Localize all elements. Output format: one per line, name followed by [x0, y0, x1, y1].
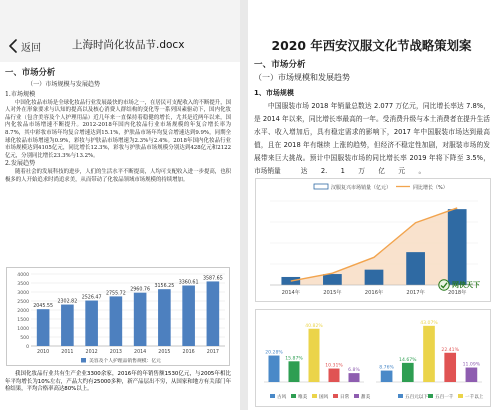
bar-value-label: 3156.25: [154, 284, 175, 290]
style-preference-chart: [255, 309, 491, 407]
legend-swatch: [291, 394, 296, 398]
bar: [269, 356, 280, 382]
y-tick-label: 0: [26, 344, 29, 350]
back-button[interactable]: [8, 36, 41, 56]
y-tick-label: 3000: [17, 290, 29, 296]
legend-label: 甜美: [361, 395, 371, 400]
paragraph-market-size: 中国服装市场 2018 年销量总数达 2.077 万亿元，同比增长率达 7.8%，是 2014 年以来，同比增长率最高的一年。受消费升级与本土消费者在提升生活水平、收入增加后，具有稳定需求的影响下，2017 年中国服装市场达到最高值，且在 2018 年有继续 上涨的趋势，但经济不稳定性加剧，对服装市场的发展带来巨大挑战。预计中国服装市场的同比增长率 2019 年将下降至 3.5%， 市场销量 达 2. 1 万 亿 元 。: [254, 102, 490, 175]
bar: [134, 293, 147, 346]
bar: [423, 326, 435, 382]
bar-value-label: 3360.61: [178, 280, 199, 286]
x-tick-label: 2011: [61, 350, 74, 355]
bar-value-label: 20.28%: [265, 350, 283, 356]
bar: [207, 281, 220, 346]
x-tick-label: 2016年: [364, 290, 384, 296]
bar: [402, 363, 414, 382]
bar: [323, 274, 342, 285]
bar-value-label: 2526.47: [81, 295, 102, 301]
paragraph-trend: 随着社会的发展科技的进步，人们的生活水平不断提高，人均可支配收入进一步提高，也积极多的人开始追求时尚追求美，从而带动了化妆品领域市场规模的持续增加。: [5, 168, 231, 183]
bar-value-label: 10.31%: [325, 363, 343, 369]
bar: [289, 361, 300, 382]
x-tick-label: 2013: [109, 350, 122, 355]
legend-swatch: [312, 394, 317, 398]
bar: [182, 286, 195, 346]
y-tick-label: 4000: [17, 272, 29, 278]
left-document-body: [5, 66, 231, 184]
x-tick-label: 2015: [158, 350, 171, 355]
y-tick-label: 500: [20, 335, 29, 341]
x-tick-label: 2012: [85, 350, 98, 355]
section-heading: 一、市场分析: [5, 67, 56, 77]
bar-value-label: 6.8%: [348, 368, 360, 374]
legend-swatch: [81, 358, 86, 363]
paragraph-market-size: 中国化妆品市场是全球化妆品行业发展最快的市场之一，在居民可支配收入的不断提升，国人对外在形象要求与认知的提高以及核心消费人群结构的变化等一系列因素驱动下，国内化妆品行业（包含美容及个人护理用品）近几年来一直保持着稳健的增长，尤其是近两年以来，国内化妆品市场增速不断提升。2012-2018年国内化妆品行业市场规模的年复合增长率为8.7%，其中彩妆市场年均复合增速达到15.1%，护肤品市场年均复合增速达到9.9%，同期全球化妆品市场增速为0.9%，彩妆与护肤品市场增速为2.3%与2.4%。2018年国内化妆品行业市场规模达到4105亿元，同比增长12.3%，彩妆与护肤品市场规模分别达到428亿元和2122亿元，分别同比增长23.3%与13.2%。: [5, 99, 231, 159]
x-tick-label: 2017年: [406, 290, 425, 296]
legend-swatch: [398, 394, 403, 398]
x-tick-label: 2016: [182, 350, 195, 355]
bar: [365, 270, 384, 285]
left-bottom-text: [5, 371, 231, 394]
legend-swatch: [314, 184, 328, 189]
bar: [406, 252, 425, 285]
legend-label: 美容及个人护理品销售规模：亿元: [89, 359, 161, 365]
x-tick-label: 2018年: [448, 290, 467, 296]
sub-subsection-heading: 1.市场规模: [5, 91, 36, 98]
chevron-left-icon: [8, 39, 18, 53]
bar: [466, 368, 478, 382]
legend-swatch: [428, 394, 433, 398]
watermark-logo-icon: [438, 279, 450, 291]
section-heading: 一、市场分析: [254, 60, 306, 70]
right-document-view: [248, 0, 495, 410]
legend-label: 五百一千: [435, 395, 454, 400]
bar-value-label: 2045.55: [33, 304, 54, 310]
bar-value-label: 22.41%: [441, 347, 459, 353]
watermark-text: 网侠天下: [452, 281, 480, 289]
bar: [110, 296, 123, 346]
legend-label: 一千以上: [465, 395, 484, 400]
legend-label: 五百元以下: [405, 395, 428, 400]
legend-swatch: [333, 394, 338, 398]
y-tick-label: 2500: [17, 299, 29, 305]
legend-label: 汉服复兴市场销量（亿元）: [331, 185, 392, 191]
legend-label: 古风: [277, 395, 287, 400]
bar: [37, 309, 50, 346]
legend-label: 国风: [319, 395, 329, 400]
legend-label: 日常: [340, 395, 350, 400]
bar: [349, 373, 360, 382]
bar: [85, 301, 98, 346]
y-tick-label: 1500: [17, 317, 29, 323]
subsection-heading: （一）市场规模与发展趋势: [27, 81, 101, 88]
bar: [158, 289, 171, 346]
x-tick-label: 2010: [37, 350, 50, 355]
bar-value-label: 8.76%: [379, 365, 394, 371]
bar: [309, 329, 320, 382]
y-tick-label: 3500: [17, 281, 29, 287]
bar: [381, 371, 393, 382]
x-tick-label: 2014: [134, 350, 147, 355]
x-tick-label: 2014年: [281, 290, 300, 296]
legend-swatch: [458, 394, 463, 398]
x-tick-label: 2015年: [323, 290, 342, 296]
bar-value-label: 2755.72: [105, 291, 126, 297]
x-tick-label: 2017: [206, 350, 219, 355]
bar-value-label: 14.67%: [399, 357, 417, 363]
left-top-bar: [0, 0, 240, 62]
style-preference-chart-svg: [256, 310, 492, 408]
bar: [329, 369, 340, 382]
document-title: 上海时尚化妆品节.docx: [72, 39, 185, 51]
sub-subsection-heading-trend: 2.发展趋势: [5, 160, 36, 168]
bar-value-label: 15.87%: [285, 356, 303, 362]
legend-swatch: [354, 394, 359, 398]
left-bar-chart: [6, 267, 230, 366]
left-bar-chart-svg: [7, 268, 231, 367]
bar: [61, 305, 74, 346]
page-title: 2020 年西安汉服文化节战略策划案: [271, 38, 472, 53]
left-phone-view: [0, 0, 240, 410]
bar: [448, 209, 467, 285]
paragraph-industry: 我国化妆品行业共有生产企业3300余家，2016年的年销售额1530亿元，与2005年相比年平均增长为10%左右，产品大约有25000多种，新产品层出不穷，从国家和地方有关部门年检结果，平均合格率高达80%以上。: [5, 371, 231, 393]
y-tick-label: 1000: [17, 326, 29, 332]
y-tick-label: 2000: [17, 308, 29, 314]
bar-value-label: 2960.76: [130, 287, 151, 293]
watermark: [438, 279, 480, 291]
bar-value-label: 40.82%: [305, 323, 323, 329]
bar-value-label: 3587.65: [202, 276, 223, 282]
bar-value-label: 2302.82: [57, 299, 78, 305]
bar-value-label: 11.09%: [462, 362, 481, 368]
legend-label: 唯美: [298, 395, 308, 400]
legend-swatch: [270, 394, 275, 398]
legend-label: 同比增长（%）: [413, 185, 448, 191]
sub-subsection-heading: 1、市场规模: [254, 89, 294, 97]
back-label: 返回: [21, 42, 41, 54]
bar: [444, 353, 456, 382]
bar-value-label: 43.07%: [420, 320, 438, 326]
subsection-heading: （一）市场规模和发展趋势: [254, 73, 350, 82]
